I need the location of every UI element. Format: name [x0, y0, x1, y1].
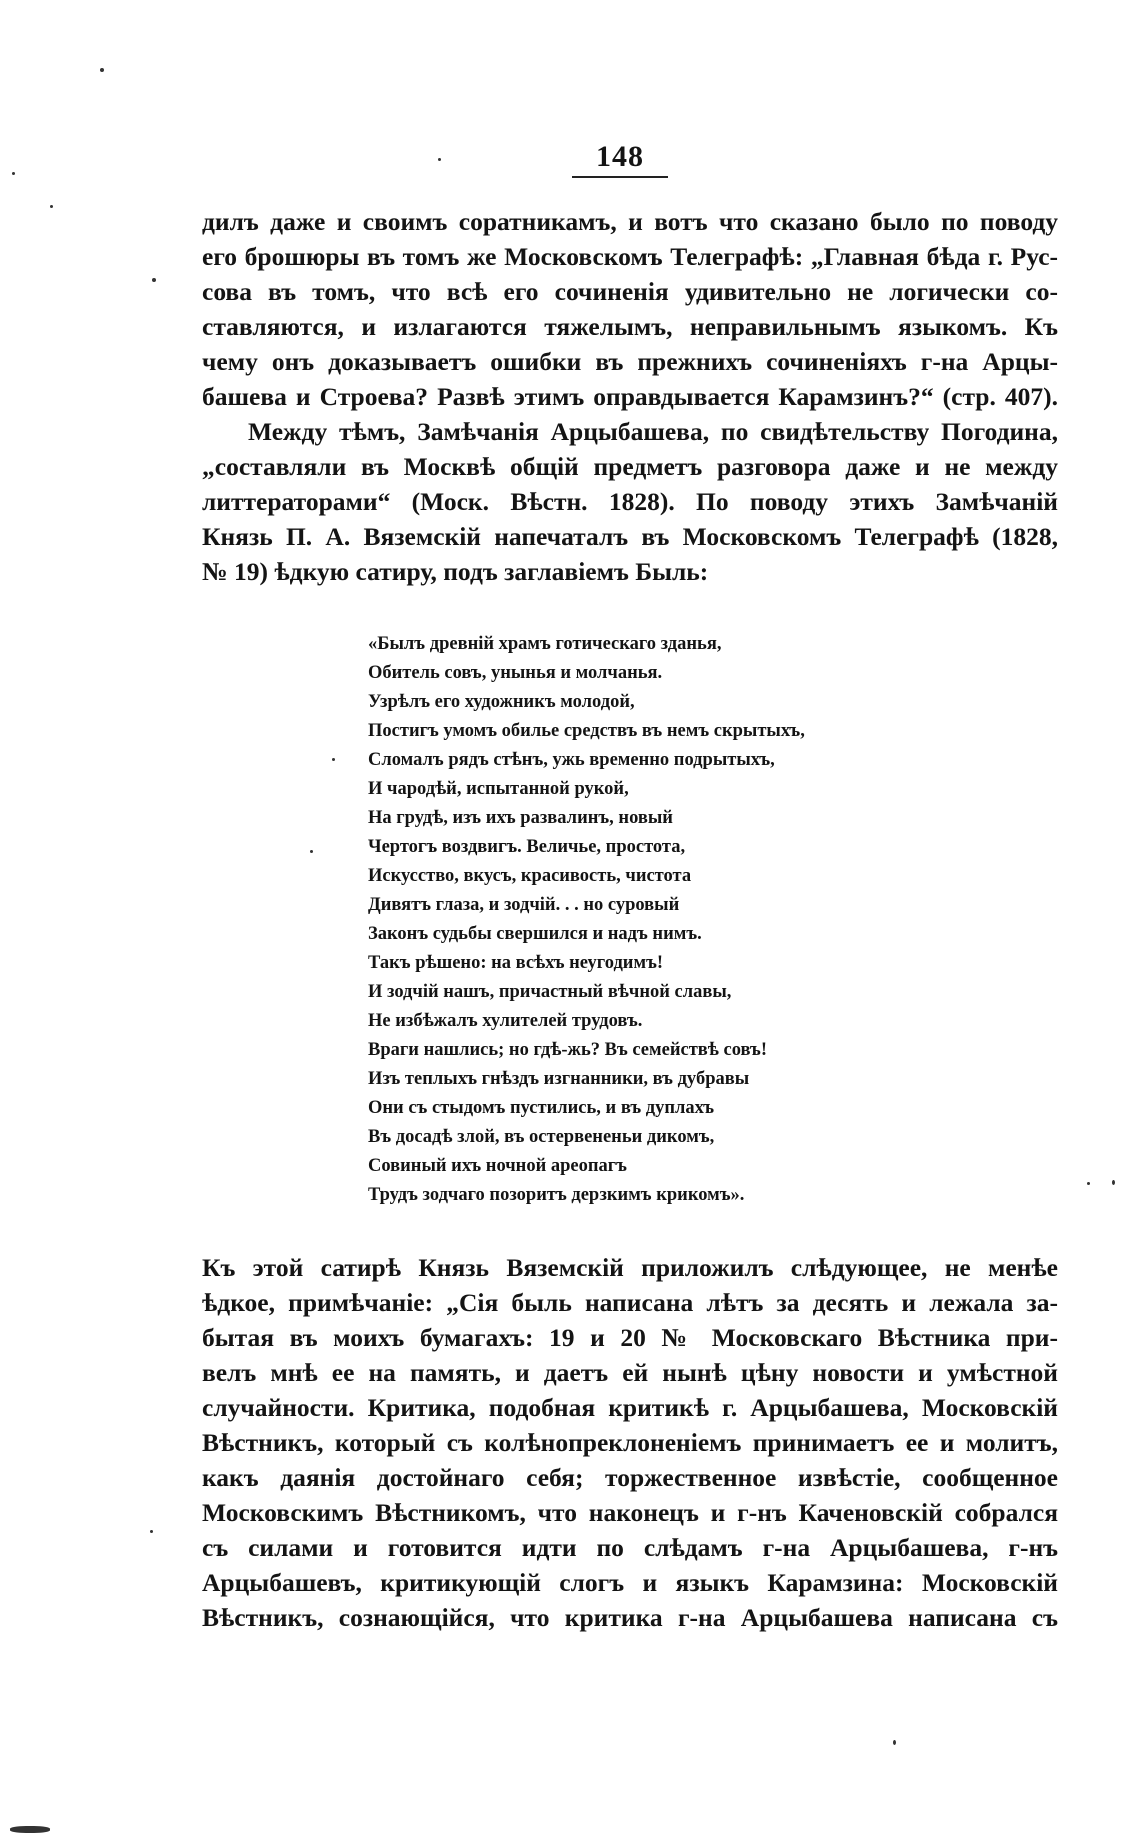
scan-speck	[438, 158, 441, 161]
text-line: Князь П. А. Вяземскій напечаталъ въ Московскомъ Телеграфѣ (1828,	[202, 522, 1058, 551]
text-line: ѣдкое, примѣчаніе: „Сія быль написана лѣтъ за десять и лежала за-	[202, 1288, 1058, 1317]
poem-verse: Трудъ зодчаго позоритъ дерзкимъ крикомъ».	[368, 1185, 745, 1205]
text-line: ставляются, и излагаются тяжелымъ, неправильнымъ языкомъ. Къ	[202, 312, 1058, 341]
text-line: дилъ даже и своимъ соратникамъ, и вотъ что сказано было по поводу	[202, 207, 1058, 236]
poem-verse: Такъ рѣшено: на всѣхъ неугодимъ!	[368, 953, 664, 973]
page-number: 148	[596, 140, 644, 173]
poem-verse: Узрѣлъ его художникъ молодой,	[368, 692, 635, 712]
scan-speck	[1112, 1180, 1115, 1185]
text-line: бытая въ моихъ бумагахъ: 19 и 20 № Московскаго Вѣстника при-	[202, 1323, 1058, 1352]
text-line: его брошюры въ томъ же Московскомъ Телеграфѣ: „Главная бѣда г. Рус-	[202, 242, 1058, 271]
poem-byl	[368, 630, 958, 1210]
poem-verse: Постигъ умомъ обилье средствъ въ немъ скрытыхъ,	[368, 721, 805, 741]
poem-verse: Законъ судьбы свершился и надъ нимъ.	[368, 924, 702, 944]
text-line: Вѣстникъ, сознающійся, что критика г-на Арцыбашева написана съ	[202, 1603, 1058, 1632]
text-line: чему онъ доказываетъ ошибки въ прежнихъ сочиненіяхъ г-на Арцы-	[202, 347, 1058, 376]
scan-speck	[893, 1740, 896, 1745]
scan-speck	[1087, 1182, 1090, 1185]
text-line: литтераторами“ (Моск. Вѣстн. 1828). По поводу этихъ Замѣчаній	[202, 487, 1058, 516]
poem-verse: И зодчій нашъ, причастный вѣчной славы,	[368, 982, 732, 1002]
scan-speck	[50, 205, 53, 208]
text-line: башева и Строева? Развѣ этимъ оправдывается Карамзинъ?“ (стр. 407).	[202, 382, 1058, 411]
poem-verse: Обитель совъ, унынья и молчанья.	[368, 663, 663, 683]
poem-verse: «Былъ древній храмъ готическаго зданья,	[368, 634, 722, 654]
paragraph-top	[202, 204, 1058, 414]
text-line: сова въ томъ, что всѣ его сочиненія удивительно не логически со-	[202, 277, 1058, 306]
scan-speck	[10, 1826, 50, 1833]
poem-verse: И чародѣй, испытанной рукой,	[368, 779, 629, 799]
scan-speck	[100, 68, 104, 72]
scan-speck	[332, 758, 335, 761]
poem-verse: Въ досадѣ злой, въ остервененьи дикомъ,	[368, 1127, 715, 1147]
text-line: какъ даянія достойнаго себя; торжественное извѣстіе, сообщенное	[202, 1463, 1058, 1492]
poem-verse: Совиный ихъ ночной ареопагъ	[368, 1156, 627, 1176]
poem-verse: Они съ стыдомъ пустились, и въ дуплахъ	[368, 1098, 714, 1118]
text-line: велъ мнѣ ее на память, и даетъ ей нынѣ цѣну новости и умѣстной	[202, 1358, 1058, 1387]
scan-speck	[310, 850, 313, 853]
poem-verse: Дивятъ глаза, и зодчій. . . но суровый	[368, 895, 680, 915]
text-line: Арцыбашевъ, критикующій слогъ и языкъ Карамзина: Московскій	[202, 1568, 1058, 1597]
text-line: „составляли въ Москвѣ общій предметъ разговора даже и не между	[202, 452, 1058, 481]
scan-speck	[150, 1530, 153, 1533]
poem-verse: Чертогъ воздвигъ. Величье, простота,	[368, 837, 686, 857]
text-line: № 19) ѣдкую сатиру, подъ заглавіемъ Быль:	[202, 557, 709, 586]
poem-verse: Искусство, вкусъ, красивость, чистота	[368, 866, 692, 886]
paragraph-middle	[202, 414, 1058, 589]
text-line: Вѣстникъ, который съ колѣнопреклоненіемъ принимаетъ ее и молитъ,	[202, 1428, 1058, 1457]
poem-verse: На грудѣ, изъ ихъ развалинъ, новый	[368, 808, 673, 828]
poem-verse: Сломалъ рядъ стѣнъ, ужь временно подрытыхъ,	[368, 750, 775, 770]
scan-speck	[12, 172, 15, 175]
text-line: съ силами и готовится идти по слѣдамъ г-на Арцыбашева, г-нъ	[202, 1533, 1058, 1562]
paragraph-bottom	[202, 1250, 1058, 1635]
text-line: Московскимъ Вѣстникомъ, что наконецъ и г-нъ Каченовскій собрался	[202, 1498, 1058, 1527]
poem-verse: Изъ теплыхъ гнѣздъ изгнанники, въ дубравы	[368, 1069, 750, 1089]
text-line: Къ этой сатирѣ Князь Вяземскій приложилъ слѣдующее, не менѣе	[202, 1253, 1058, 1282]
poem-verse: Не избѣжалъ хулителей трудовъ.	[368, 1011, 643, 1031]
scan-speck	[152, 278, 156, 282]
text-line: Между тѣмъ, Замѣчанія Арцыбашева, по свидѣтельству Погодина,	[248, 417, 1058, 446]
page-number-rule	[572, 176, 668, 178]
poem-verse: Враги нашлись; но гдѣ-жь? Въ семействѣ совъ!	[368, 1040, 767, 1060]
text-line: случайности. Критика, подобная критикѣ г. Арцыбашева, Московскій	[202, 1393, 1058, 1422]
